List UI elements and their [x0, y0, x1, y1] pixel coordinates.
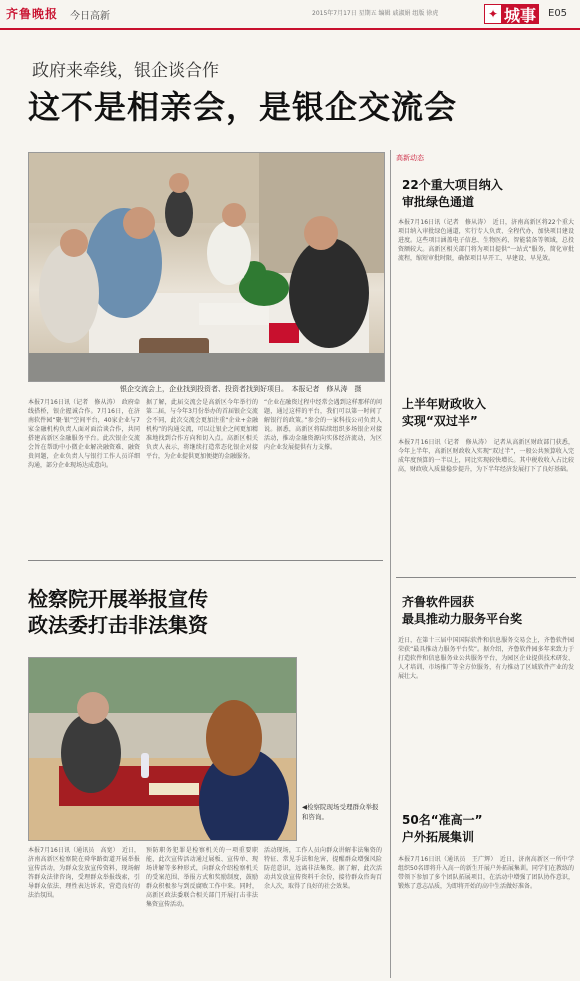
- article-column: 本报7月16日讯（记者 修从涛） 政府牵线搭桥，银企握诚合作。7月16日，在济南软件园“聚·银”空间平台，40家企业与7家金融机构负责人面对面洽谈合作，共同搭建高新区金融服务平台。此次银企交流会旨在帮助中小微企业解决融资难、融资贵问题，企业负责人与银行工作人员详细沟通，部分企业现场达成意向。: [28, 399, 140, 469]
- edition-name: 今日高新: [70, 11, 110, 22]
- article-column: 据了解，此届交流会是高新区今年举行的第二届，与今年3月份举办的首届银企交流会不同，此次交流会更加注重“企业+金融机构”的沟通交流，可以让银企之间更加精准地找到合作方向和切入点。高新区相关负责人表示，将继续打造常态化银企对接平台，为企业提供更加便捷的金融服务。: [146, 399, 258, 460]
- title-line: 户外拓展集训: [402, 830, 475, 844]
- news-brief-title: [402, 396, 486, 430]
- title-line: 审批绿色通道: [402, 195, 475, 209]
- news-brief-title: [402, 812, 482, 846]
- news-brief-body: 本报7月16日讯（记者 修从涛） 记者从高新区财政部门获悉，今年上半年，高新区财政收入实现“双过半”，一般公共预算收入完成年度预算的一半以上，同比实现较快增长。其中税收收入占比较高，财政收入质量稳步提升，为下半年经济发展打下了良好基础。: [398, 439, 574, 473]
- headline-kicker: 政府来牵线，银企谈合作: [32, 61, 219, 81]
- divider: [396, 577, 576, 578]
- photo-caption: ◀检察院现场受理群众举报和咨询。: [302, 803, 379, 821]
- news-brief-body: 本报7月16日讯（通讯员 王广辉） 近日，济南高新区一所中学组织50名即将升入高一的新生开展户外拓展集训。同学们在教练的带领下参加了多个团队拓展项目，在活动中增强了团队协作意识，锻炼了意志品质，为即将开始的高中生活做好准备。: [398, 856, 574, 890]
- section-name: 城事: [504, 5, 537, 25]
- issue-info: 2015年7月17日 星期五 编辑 戚淑娟 组版 徐虎: [312, 10, 439, 17]
- lamp-icon: ✦: [484, 4, 502, 24]
- main-headline: 这不是相亲会，是银企交流会: [28, 88, 458, 126]
- article-column: 预防职务犯罪是检察机关的一项重要职能，此次宣传活动通过展板、宣传单、现场讲解等多种形式，向群众介绍检察机关的受案范围、举报方式和奖励制度，鼓励群众积极参与到反腐败工作中来。同时，高新区政法委联合相关部门开展打击非法集资宣传活动。: [146, 847, 258, 908]
- second-headline-line1: 检察院开展举报宣传: [28, 587, 208, 611]
- second-headline-line2: 政法委打击非法集资: [28, 613, 208, 637]
- news-brief-body: 本报7月16日讯（记者 修从涛） 近日，济南高新区将22个重大项目纳入审批绿色通道，实行专人负责、全程代办，加快项目建设进度。这些项目涵盖电子信息、生物医药、智能装备等领域，总投资额较大。高新区相关部门将为项目提供“一站式”服务，简化审批流程，缩短审批时限，确保项目早开工、早建设、早见效。: [398, 219, 574, 262]
- news-brief-title: [402, 177, 503, 211]
- column-divider: [390, 150, 391, 978]
- news-brief-title: [402, 594, 522, 628]
- divider: [28, 560, 383, 561]
- page-number: E05: [548, 8, 568, 19]
- photo-caption: 银企交流会上，企业找到投资者、投资者找到好项目。 本报记者 修从涛 摄: [120, 385, 362, 393]
- sidebar-tag: 高新动态: [396, 154, 424, 162]
- section-label: [484, 4, 539, 24]
- title-line: 最具推动力服务平台奖: [402, 612, 523, 626]
- article-column: 活动现场，工作人员向群众讲解非法集资的特征、常见手法和危害，提醒群众增强风险防范意识，远离非法集资。据了解，此次活动共发放宣传资料千余份，接待群众咨询百余人次，取得了良好的社会效果。: [264, 847, 382, 890]
- article-column: 本报7月16日讯（通讯员 高宽） 近日，济南高新区检察院在舜华路街道开展举报宣传活动，为群众发放宣传资料，现场解答群众法律咨询，受理群众举报线索，引导群众依法、理性表达诉求，营造良好的法治氛围。: [28, 847, 140, 899]
- title-line: 实现“双过半”: [402, 414, 478, 428]
- bank-enterprise-meeting-photo: [28, 152, 385, 382]
- newspaper-logo: 齐鲁晚报: [6, 7, 59, 21]
- title-line: 上半年财政收入: [402, 397, 487, 411]
- news-brief-body: 近日，在第十三届中国国际软件和信息服务交易会上，齐鲁软件园荣获“最具推动力服务平台奖”。据介绍，齐鲁软件园多年来致力于打造软件和信息服务业公共服务平台，为园区企业提供技术研发、人才培训、市场推广等全方位服务，有力推动了区域软件产业的发展壮大。: [398, 637, 574, 680]
- title-line: 50名“准高一”: [402, 813, 483, 827]
- title-line: 齐鲁软件园获: [402, 595, 475, 609]
- procuratorate-campaign-photo: [28, 657, 297, 841]
- title-line: 22个重大项目纳入: [402, 178, 503, 192]
- article-column: “企业在融资过程中经常会遇到这样那样的问题，通过这样的平台，我们可以第一时间了解银行的政策。”参会的一家科技公司负责人说。据悉，高新区将陆续组织多场银企对接活动，推动金融资源向实体经济流动，为区内企业发展提供有力支撑。: [264, 399, 382, 451]
